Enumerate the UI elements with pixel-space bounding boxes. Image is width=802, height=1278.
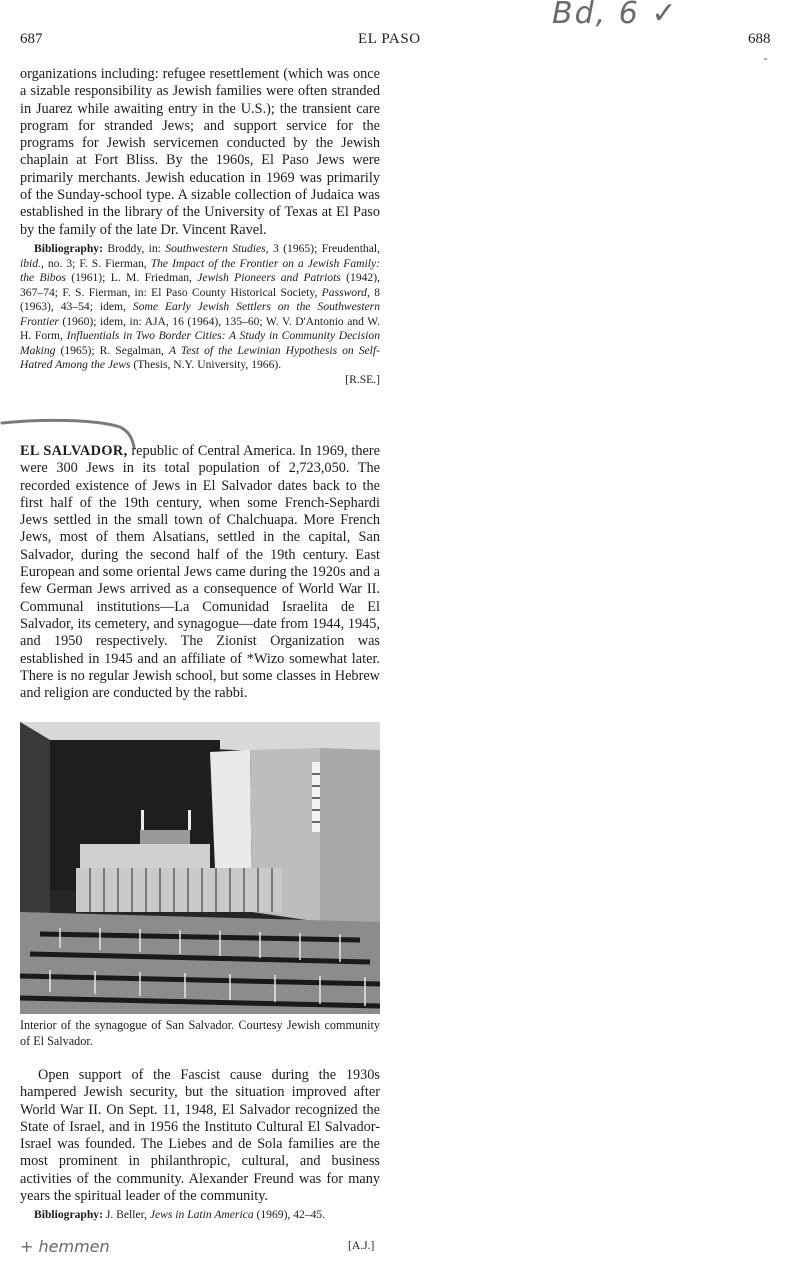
bibliography-label: Bibliography: [34, 1208, 103, 1222]
el-paso-signature: [R.SE.] [345, 372, 380, 386]
el-salvador-paragraph-2: Open support of the Fascist cause during the 1930s hampered Jewish security, but the situation improved after World War II. On Sept. 11, 1948, El Salvador recognized the State of Israel, and in 1956 the Instituto Cultural El Salvador-Israel was founded. The Liebes and de Sola families are the most prominent in philanthropic, cultural, and business activities of the community. Alexander Freund was for many years the spiritual leader of the community. [20, 1067, 380, 1205]
photo-caption-block [20, 1018, 380, 1049]
el-salvador-signature: [A.J.] [348, 1239, 375, 1252]
bib-text: (1960); idem, in: AJA, 16 (1964), 135–60; W. V. D'Antonio and W. H. Form, [20, 314, 380, 343]
bib-text: Broddy, in: [102, 241, 166, 255]
bib-text: (1942), 367–74; F. S. Fierman, in: El Paso County Historical Society, [20, 271, 380, 299]
el-salvador-section-2 [20, 1067, 380, 1223]
photo-caption: Interior of the synagogue of San Salvador. Courtesy Jewish community of El Salvador. [20, 1018, 380, 1048]
stray-mark [764, 58, 767, 60]
bib-title: Influentials in Two Border Cities: A Study in Community Decision Making [20, 329, 380, 357]
bibliography-label: Bibliography: [34, 241, 103, 255]
bib-title: Some Early Jewish Settlers on the Southwestern Frontier [20, 300, 380, 328]
bib-title: ibid., [20, 256, 44, 270]
handwritten-note-top: Bd, 6 ✓ [552, 0, 679, 31]
synagogue-interior-illustration [20, 722, 380, 1014]
handwritten-note-bottom: + hemmen [20, 1237, 110, 1256]
entry-heading: EL SALVADOR, [20, 443, 128, 459]
bib-text: no. 3; F. S. Fierman, [43, 256, 151, 270]
bib-text: (1965); R. Segalman, [55, 343, 169, 357]
bib-text: (1961); L. M. Friedman, [65, 271, 198, 285]
bib-title: A Test of the Lewinian Hypothesis on Self-Hatred Among the Jews [20, 343, 380, 372]
bib-title: Southwestern Studies, [165, 241, 269, 255]
page-number-left: 687 [20, 31, 43, 47]
bib-title: Jewish Pioneers and Patriots [197, 271, 341, 285]
bib-title: Jews in Latin America [149, 1208, 254, 1222]
el-paso-section [20, 66, 380, 386]
el-salvador-intro: republic of Central America. In 1969, there were 300 Jews in its total population of 2,723,050. The recorded existence of Jews in El Salvador dates back to the first half of the 19th century, when some French-Sephardi Jews settled in the small town of Chalchuapa. More French Jews, most of them Alsatians, settled in the capital, San Salvador, during the second half of the 19th century. East European and some oriental Jews came during the 1920s and a few German Jews arrived as a consequence of World War II. Communal institutions—La Comunidad Israelita de El Salvador, its cemetery, and synagogue—date from 1944, 1945, and 1950 respectively. The Zionist Organization was established in 1945 and an affiliate of *Wizo somewhat later. There is no regular Jewish school, but some classes in Hebrew and religion are conducted by the rabbi. [20, 443, 380, 702]
bib-text: (1969), 42–45. [253, 1208, 326, 1222]
bib-text: J. Beller, [102, 1208, 150, 1222]
running-title: EL PASO [358, 31, 421, 47]
bib-title: Password, [321, 285, 370, 299]
synagogue-photo [20, 722, 380, 1014]
el-salvador-paragraph [20, 443, 380, 702]
bib-text: 8 (1963), 43–54; idem, [20, 285, 381, 314]
el-paso-paragraph: organizations including: refugee resettlement (which was once a sizable responsibility as Jewish families were often stranded in Juarez while awaiting entry in the U.S.); the transient care program for stranded Jews; and support service for the programs for Jewish servicemen conducted by the Jewish chaplain at Fort Bliss. By the 1960s, El Paso Jews were primarily merchants. Jewish education in 1969 was primarily of the Sunday-school type. A sizable collection of Judaica was established in the library of the University of Texas at El Paso by the family of the late Dr. Vincent Ravel. [20, 66, 380, 238]
el-salvador-bibliography [20, 1208, 380, 1223]
page-number-right: 688 [748, 31, 771, 47]
el-paso-bibliography [20, 242, 380, 373]
bib-text: (Thesis, N.Y. University, 1966). [130, 358, 282, 372]
el-salvador-section [20, 443, 380, 702]
bib-title: The Impact of the Frontier on a Jewish Family: the Bibos [20, 256, 380, 285]
bib-text: 3 (1965); Freudenthal, [268, 241, 380, 255]
